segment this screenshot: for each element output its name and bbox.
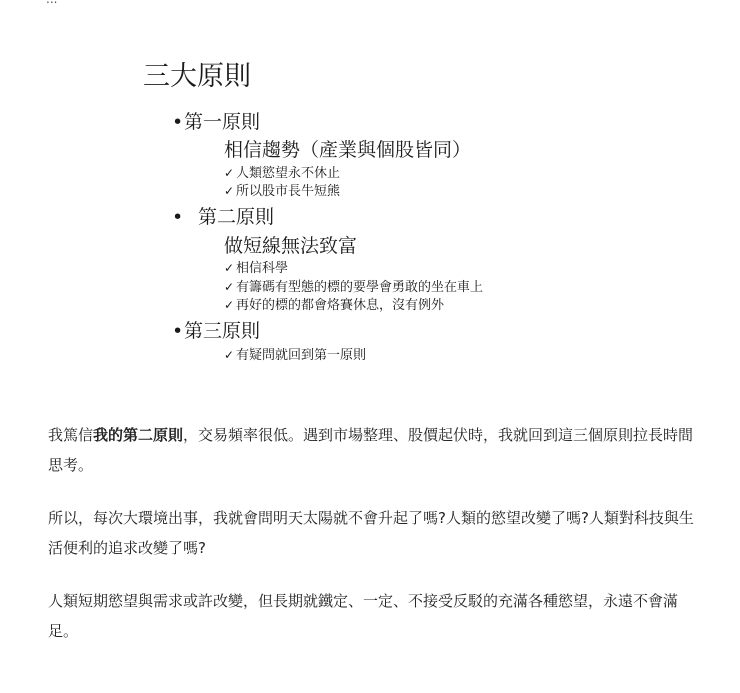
principle-1-subhead: 相信趨勢（產業與個股皆同） [224,139,472,161]
check-item-text: 再好的標的都會烙賽休息，沒有例外 [236,298,445,313]
principle-2-label: 第二原則 [198,206,275,228]
check-item-text: 有籌碼有型態的標的要學會勇敢的坐在車上 [236,280,484,295]
paragraph-3: 人類短期慾望與需求或許改變，但長期就鐵定、一定、不接受反駁的充滿各種慾望，永遠不會滿足。 [48,592,679,640]
check-icon: ✓ [224,280,235,294]
check-item [224,276,483,295]
check-item [224,162,340,181]
principle-2-subhead: 做短線無法致富 [224,235,358,257]
paragraph-1-bold: 我的第二原則 [93,426,184,444]
principle-3-label: 第三原則 [184,320,261,342]
slide-title: 三大原則 [143,61,251,92]
check-item [224,294,444,313]
check-icon: ✓ [224,184,235,198]
check-item-text: 有疑問就回到第一原則 [236,348,367,363]
check-icon: ✓ [224,261,235,275]
paragraph-2: 所以，每次大環境出事，我就會問明天太陽就不會升起了嗎?人類的慾望改變了嗎?人類對科技與生活便利的追求改變了嗎? [48,509,694,557]
principle-1-label: 第一原則 [184,111,261,133]
bullet-dot: • [172,206,184,228]
check-item [224,344,366,363]
bullet-dot: • [172,111,184,133]
principle-1 [172,107,260,134]
check-item-text: 人類慾望永不休止 [236,166,341,181]
paragraph-1 [48,420,698,480]
check-item [224,257,288,276]
check-icon: ✓ [224,348,235,362]
principle-2 [172,202,274,229]
check-icon: ✓ [224,166,235,180]
check-icon: ✓ [224,298,235,312]
paragraph-1-suffix: ，交易頻率很低。遇到市場整理、股價起伏時，我就回到這三個原則拉長時間思考。 [48,426,694,474]
check-item [224,180,340,199]
check-item-text: 所以股市長牛短熊 [236,184,341,199]
paragraph-1-prefix: 我篤信 [48,426,94,444]
check-item-text: 相信科學 [236,261,289,276]
bullet-dot: • [172,320,184,342]
principle-3 [172,316,260,343]
